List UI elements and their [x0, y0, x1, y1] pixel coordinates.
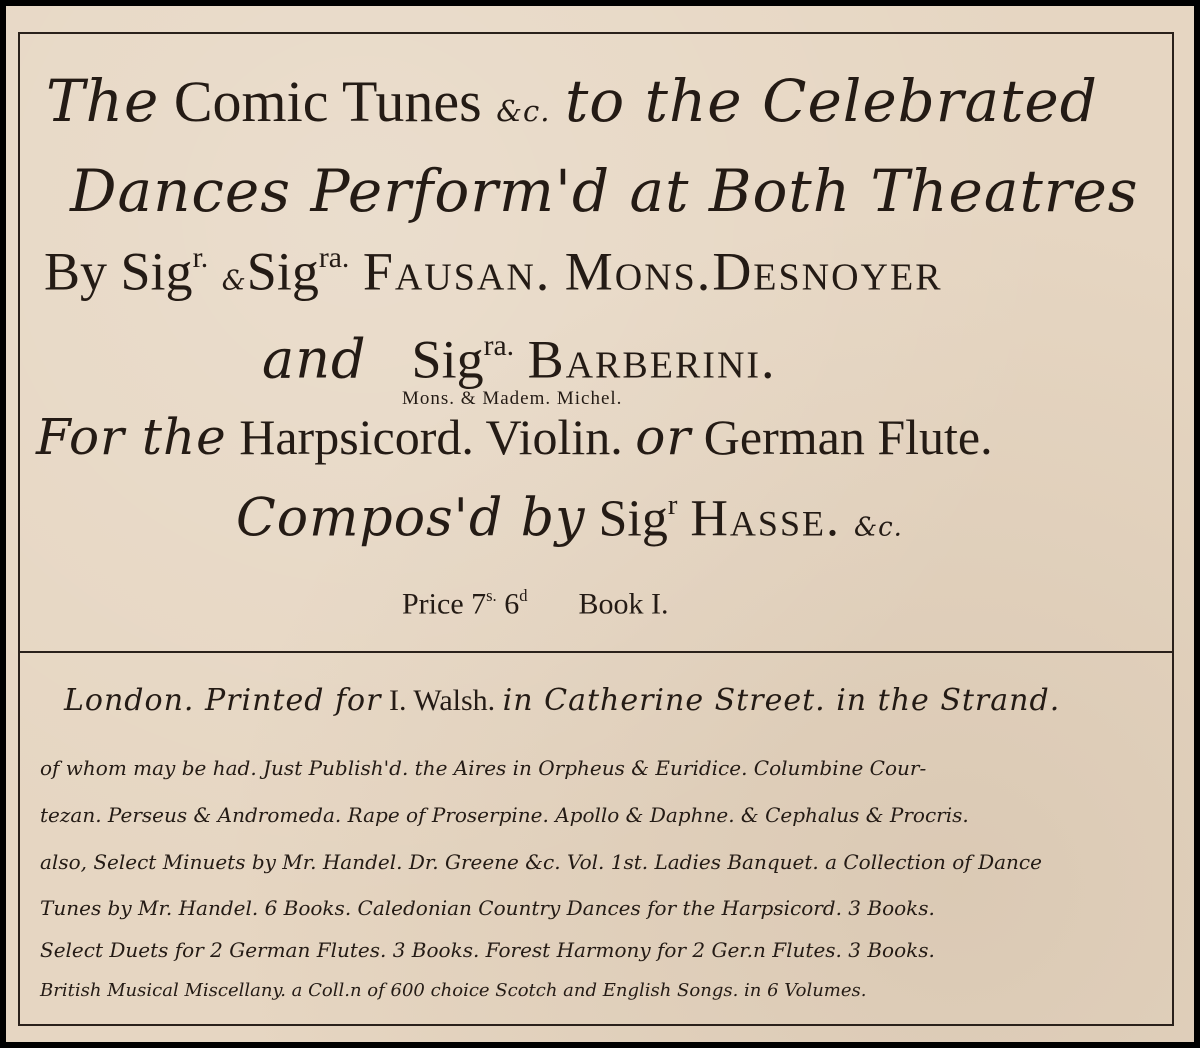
- name-hasse: Hasse.: [690, 490, 841, 548]
- ampersand: &: [221, 265, 247, 297]
- etc: &c.: [853, 512, 903, 543]
- title-comic-tunes: Comic Tunes: [173, 69, 482, 134]
- name-fausan: Fausan.: [362, 241, 552, 302]
- sup-r: r: [667, 490, 678, 521]
- advertisement-line: Select Duets for 2 German Flutes. 3 Books. Forest Harmony for 2 Ger.n Flutes. 3 Books.: [40, 938, 935, 962]
- sup-ra: ra.: [318, 242, 350, 274]
- composd-by: Compos'd by: [236, 488, 586, 549]
- title-line-7: [236, 488, 903, 549]
- mons: Mons.: [564, 241, 713, 302]
- and: and: [262, 327, 367, 391]
- title-page: [6, 6, 1194, 1042]
- advertisement-line: tezan. Perseus & Andromeda. Rape of Proserpine. Apollo & Daphne. & Cephalus & Procris.: [40, 803, 969, 827]
- title-etc: &c.: [496, 94, 551, 128]
- advertisement-line: of whom may be had. Just Publish'd. the Aires in Orpheus & Euridice. Columbine Cour-: [40, 756, 927, 780]
- title-the: The: [46, 67, 160, 135]
- title-line-3: [44, 241, 943, 302]
- book-number: Book I.: [578, 587, 669, 621]
- title-line-1: [46, 67, 1098, 135]
- sig: Sig: [246, 241, 319, 302]
- german-flute: German Flute.: [703, 409, 993, 465]
- title-line-6: [36, 408, 993, 466]
- imprint: [64, 683, 1061, 718]
- by-sig: By Sig: [44, 241, 193, 302]
- sig: Sig: [598, 490, 668, 548]
- title-celebrated: to the Celebrated: [564, 67, 1098, 135]
- title-line-2: Dances Perform'd at Both Theatres: [70, 157, 1139, 225]
- price-pence: 6: [496, 587, 520, 621]
- for-the: For the: [36, 408, 227, 466]
- imprint-place: in Catherine Street. in the Strand.: [502, 683, 1061, 718]
- name-desnoyer: Desnoyer: [712, 241, 943, 302]
- sup-r: r.: [192, 242, 209, 274]
- price-line: [402, 588, 668, 619]
- advertisement-line: British Musical Miscellany. a Coll.n of 600 choice Scotch and English Songs. in 6 Volumes.: [40, 980, 867, 1001]
- instruments: Harpsicord. Violin.: [239, 409, 623, 465]
- imprint-london: London. Printed for: [64, 683, 382, 718]
- or: or: [635, 408, 692, 466]
- plate-divider: [18, 651, 1174, 653]
- sup-d: d: [519, 586, 528, 605]
- sup-ra: ra.: [483, 330, 515, 362]
- advertisement-line: also, Select Minuets by Mr. Handel. Dr. Greene &c. Vol. 1st. Ladies Banquet. a Collection of Dance: [40, 850, 1042, 874]
- name-barberini: Barberini.: [527, 329, 777, 390]
- imprint-walsh: I. Walsh.: [388, 684, 496, 717]
- title-line-4: [262, 327, 777, 391]
- price: Price 7: [402, 587, 487, 621]
- sup-s: s.: [486, 586, 497, 605]
- title-line-5: Mons. & Madem. Michel.: [402, 388, 623, 409]
- sig: Sig: [411, 329, 484, 390]
- advertisement-line: Tunes by Mr. Handel. 6 Books. Caledonian Country Dances for the Harpsicord. 3 Books.: [40, 896, 935, 920]
